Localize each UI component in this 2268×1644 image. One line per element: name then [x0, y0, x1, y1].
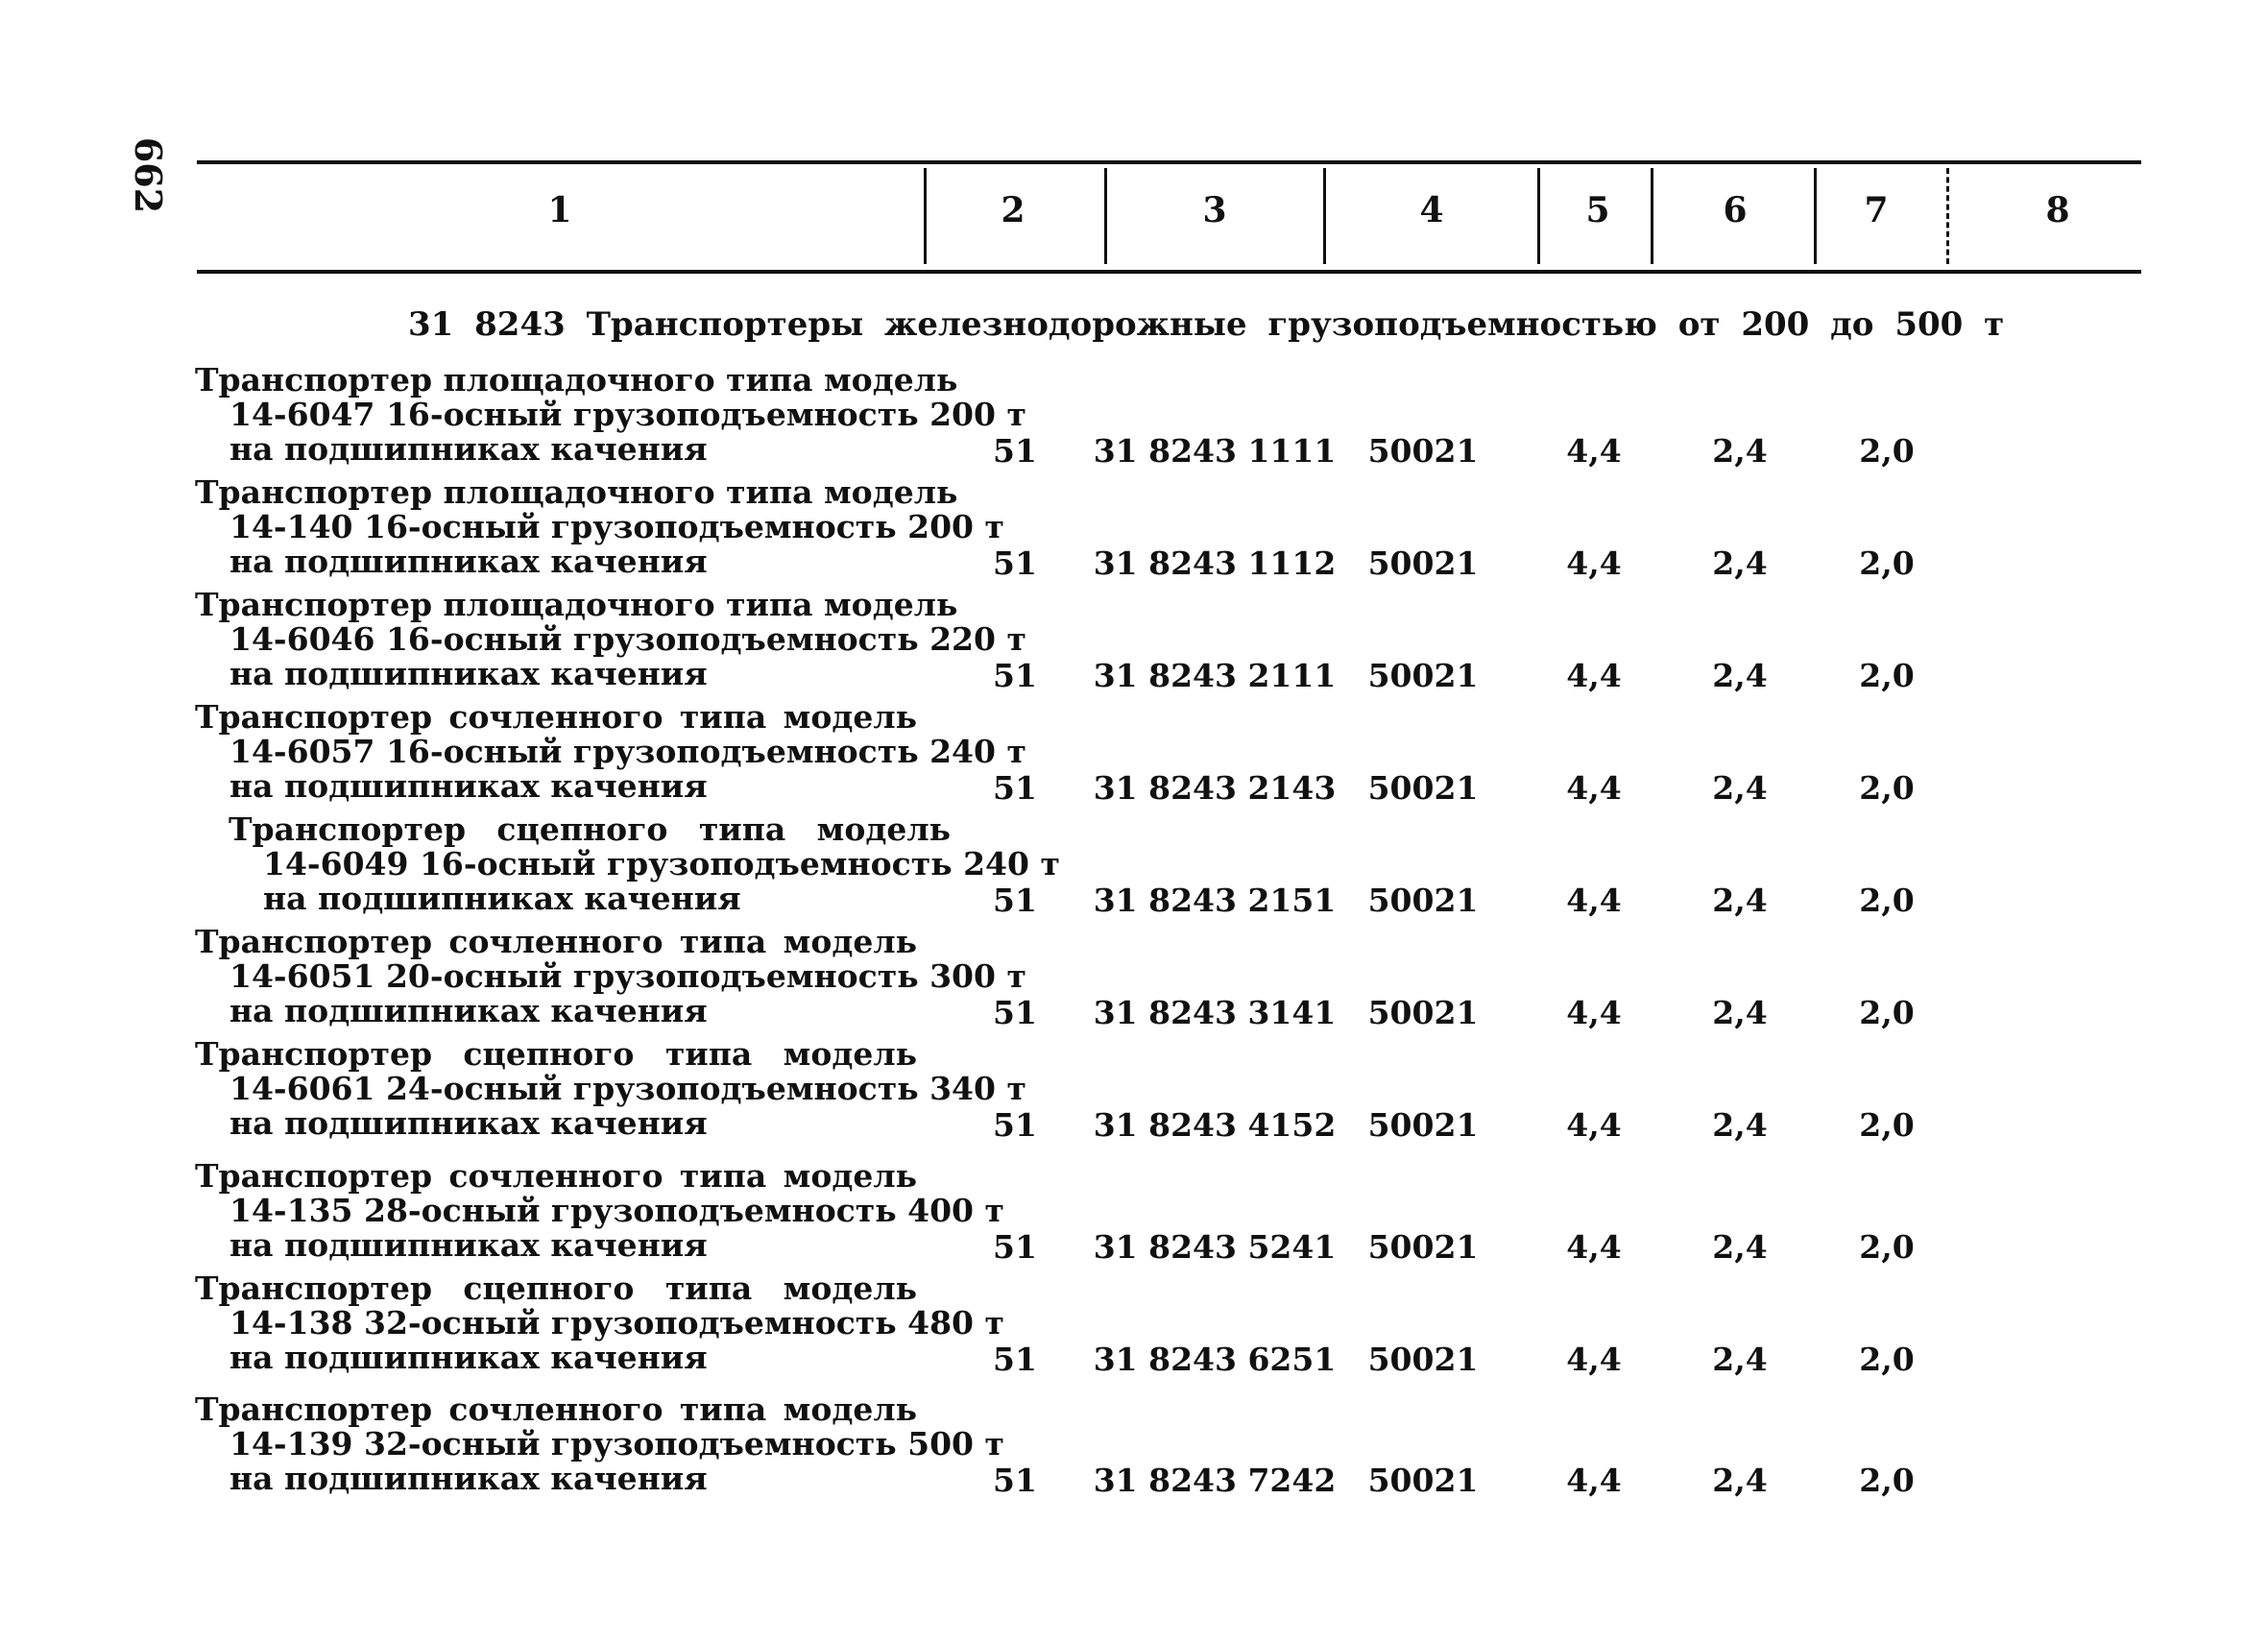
- cell-col3: 31 8243 3141: [1093, 994, 1337, 1031]
- description-line: на подшипниках качения: [229, 1104, 708, 1142]
- description-line: на подшипниках качения: [229, 992, 708, 1029]
- row-description: [195, 1390, 1004, 1497]
- cell-col4: 50021: [1367, 769, 1479, 807]
- cell-col7: 2,0: [1859, 1228, 1915, 1266]
- description-line: 14-6049 16-осный грузоподъемность 240 т: [263, 845, 1060, 882]
- description-line: 14-6061 24-осный грузоподъемность 340 т: [229, 1070, 1026, 1107]
- cell-col6: 2,4: [1712, 994, 1768, 1031]
- cell-col5: 4,4: [1566, 769, 1622, 807]
- cell-col4: 50021: [1367, 1106, 1479, 1144]
- cell-col2: 51: [993, 1228, 1037, 1266]
- description-line: на подшипниках качения: [229, 767, 708, 805]
- cell-col6: 2,4: [1712, 1462, 1768, 1499]
- column-divider: [1104, 168, 1107, 264]
- description-line: на подшипниках качения: [263, 880, 741, 917]
- cell-col6: 2,4: [1712, 1228, 1768, 1266]
- cell-col3: 31 8243 2151: [1093, 882, 1337, 919]
- column-divider: [1537, 168, 1540, 264]
- row-description: [195, 1157, 1004, 1264]
- column-divider: [1323, 168, 1326, 264]
- cell-col6: 2,4: [1712, 769, 1768, 807]
- description-line: 14-6046 16-осный грузоподъемность 220 т: [229, 620, 1026, 658]
- cell-col2: 51: [993, 882, 1037, 919]
- cell-col5: 4,4: [1566, 1106, 1622, 1144]
- cell-col7: 2,0: [1859, 882, 1915, 919]
- cell-col7: 2,0: [1859, 769, 1915, 807]
- description-line: Транспортер сочленного типа модель: [195, 698, 917, 736]
- column-header-3: 3: [1202, 190, 1227, 230]
- description-line: 14-6051 20-осный грузоподъемность 300 т: [229, 957, 1026, 995]
- description-line: Транспортер сочленного типа модель: [195, 1390, 917, 1428]
- cell-col3: 31 8243 2143: [1093, 769, 1337, 807]
- cell-col6: 2,4: [1712, 432, 1768, 470]
- cell-col2: 51: [993, 994, 1037, 1031]
- cell-col4: 50021: [1367, 544, 1479, 582]
- cell-col5: 4,4: [1566, 994, 1622, 1031]
- cell-col5: 4,4: [1566, 432, 1622, 470]
- description-line: 14-6057 16-осный грузоподъемность 240 т: [229, 733, 1026, 770]
- cell-col6: 2,4: [1712, 657, 1768, 694]
- row-description: [195, 923, 1026, 1029]
- cell-col6: 2,4: [1712, 1341, 1768, 1378]
- cell-col5: 4,4: [1566, 544, 1622, 582]
- description-line: Транспортер сочленного типа модель: [195, 1157, 917, 1195]
- cell-col5: 4,4: [1566, 882, 1622, 919]
- cell-col7: 2,0: [1859, 657, 1915, 694]
- column-header-5: 5: [1585, 190, 1610, 230]
- cell-col2: 51: [993, 1462, 1037, 1499]
- cell-col4: 50021: [1367, 1341, 1479, 1378]
- column-header-8: 8: [2045, 190, 2070, 230]
- column-divider: [1946, 168, 1949, 264]
- cell-col4: 50021: [1367, 994, 1479, 1031]
- cell-col7: 2,0: [1859, 1341, 1915, 1378]
- description-line: на подшипниках качения: [229, 1460, 708, 1497]
- cell-col2: 51: [993, 1106, 1037, 1144]
- description-line: 14-138 32-осный грузоподъемность 480 т: [229, 1304, 1004, 1342]
- cell-col7: 2,0: [1859, 1106, 1915, 1144]
- column-divider: [924, 168, 927, 264]
- description-line: 14-135 28-осный грузоподъемность 400 т: [229, 1192, 1004, 1229]
- column-divider: [1651, 168, 1653, 264]
- cell-col2: 51: [993, 769, 1037, 807]
- cell-col5: 4,4: [1566, 1228, 1622, 1266]
- cell-col2: 51: [993, 657, 1037, 694]
- column-header-2: 2: [1001, 190, 1025, 230]
- description-line: на подшипниках качения: [229, 430, 708, 468]
- cell-col3: 31 8243 5241: [1093, 1228, 1337, 1266]
- cell-col4: 50021: [1367, 1228, 1479, 1266]
- section-title: 31 8243 Транспортеры железнодорожные грузоподъемностью от 200 до 500 т: [408, 305, 2005, 344]
- table-header-rule: [197, 270, 2141, 274]
- column-header-7: 7: [1864, 190, 1889, 230]
- description-line: 14-139 32-осный грузоподъемность 500 т: [229, 1425, 1004, 1463]
- cell-col3: 31 8243 4152: [1093, 1106, 1337, 1144]
- row-description: [195, 1269, 1004, 1376]
- description-line: Транспортер сцепного типа модель: [195, 1035, 917, 1073]
- description-line: на подшипниках качения: [229, 655, 708, 692]
- description-line: на подшипниках качения: [229, 1226, 708, 1264]
- cell-col2: 51: [993, 544, 1037, 582]
- cell-col6: 2,4: [1712, 882, 1768, 919]
- column-header-4: 4: [1419, 190, 1444, 230]
- cell-col6: 2,4: [1712, 1106, 1768, 1144]
- description-line: Транспортер площадочного типа модель: [195, 586, 958, 623]
- cell-col4: 50021: [1367, 657, 1479, 694]
- description-line: Транспортер сочленного типа модель: [195, 923, 917, 960]
- page-number: 662: [127, 136, 171, 214]
- description-line: на подшипниках качения: [229, 543, 708, 580]
- cell-col5: 4,4: [1566, 1341, 1622, 1378]
- description-line: 14-140 16-осный грузоподъемность 200 т: [229, 508, 1004, 545]
- cell-col6: 2,4: [1712, 544, 1768, 582]
- cell-col7: 2,0: [1859, 1462, 1915, 1499]
- cell-col3: 31 8243 2111: [1093, 657, 1337, 694]
- description-line: Транспортер сцепного типа модель: [195, 1269, 917, 1307]
- table-top-rule: [197, 160, 2141, 164]
- cell-col4: 50021: [1367, 1462, 1479, 1499]
- cell-col5: 4,4: [1566, 657, 1622, 694]
- description-line: 14-6047 16-осный грузоподъемность 200 т: [229, 396, 1026, 433]
- cell-col3: 31 8243 6251: [1093, 1341, 1337, 1378]
- cell-col4: 50021: [1367, 882, 1479, 919]
- cell-col5: 4,4: [1566, 1462, 1622, 1499]
- cell-col4: 50021: [1367, 432, 1479, 470]
- cell-col7: 2,0: [1859, 994, 1915, 1031]
- cell-col7: 2,0: [1859, 544, 1915, 582]
- column-divider: [1814, 168, 1817, 264]
- description-line: Транспортер сцепного типа модель: [229, 810, 951, 848]
- column-header-6: 6: [1723, 190, 1748, 230]
- row-description: [195, 473, 1004, 580]
- cell-col3: 31 8243 1111: [1093, 432, 1337, 470]
- description-line: Транспортер площадочного типа модель: [195, 361, 958, 399]
- cell-col7: 2,0: [1859, 432, 1915, 470]
- cell-col3: 31 8243 1112: [1093, 544, 1337, 582]
- cell-col2: 51: [993, 432, 1037, 470]
- description-line: на подшипниках качения: [229, 1339, 708, 1376]
- cell-col3: 31 8243 7242: [1093, 1462, 1337, 1499]
- description-line: Транспортер площадочного типа модель: [195, 473, 958, 511]
- column-header-1: 1: [547, 190, 572, 230]
- cell-col2: 51: [993, 1341, 1037, 1378]
